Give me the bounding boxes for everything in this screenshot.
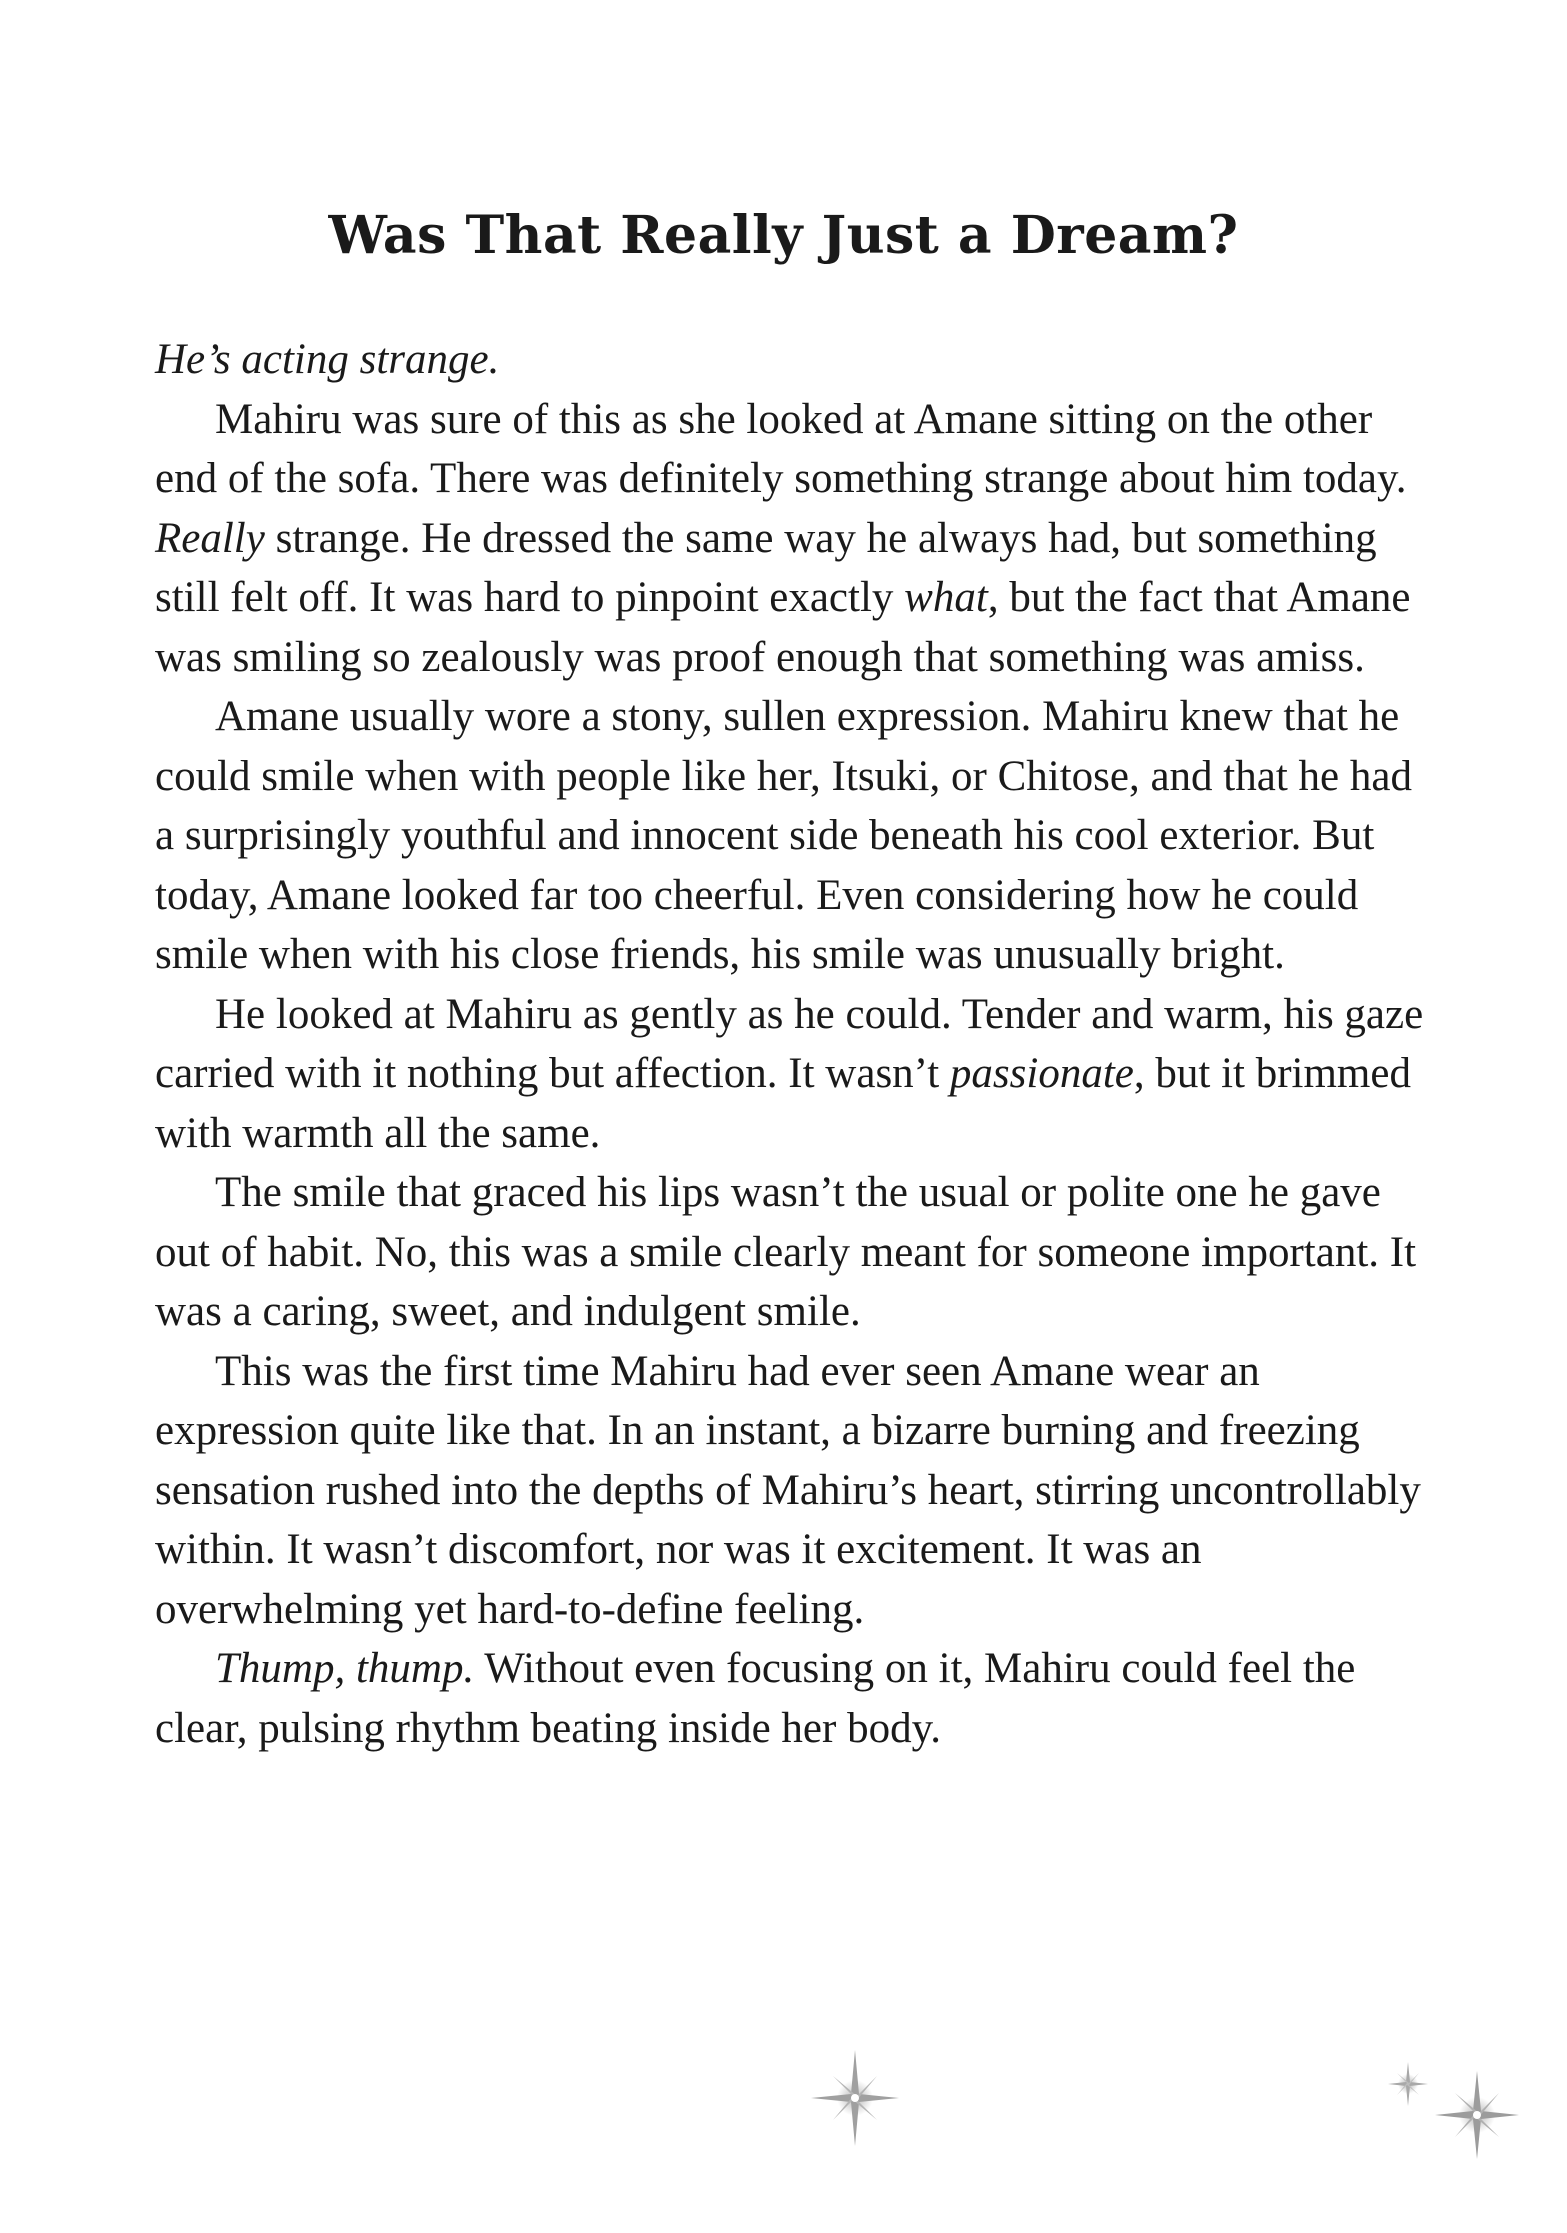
paragraph — [155, 687, 1425, 985]
italic-text: Thump, thump. — [215, 1645, 475, 1692]
chapter-body — [155, 330, 1425, 1758]
text-segment: , but the fact that Amane was smiling so zealously was proof enough that something was amiss. — [155, 574, 1411, 681]
paragraph — [155, 1639, 1425, 1758]
italic-text: Really — [155, 514, 265, 562]
paragraph — [155, 330, 1425, 390]
sparkle-icon — [1435, 2071, 1519, 2159]
text-segment: This was the first time Mahiru had ever seen Amane wear an expression quite like that. In an instant, a bizarre burning and freezing sensation rushed into the depths of Mahiru’s heart, stirring uncontrollably within. It wasn’t discomfort, nor was it excitement. It was an overwhelming yet hard-to-define feeling. — [155, 1347, 1421, 1633]
italic-text: what — [904, 574, 988, 621]
paragraph — [155, 390, 1425, 688]
italic-text: passionate — [949, 1050, 1134, 1097]
text-segment: Amane usually wore a stony, sullen expression. Mahiru knew that he could smile when with people like her, Itsuki, or Chitose, and that he had a surprisingly youthful and innocent side beneath his cool exterior. But today, Amane looked far too cheerful. Even considering how he could smile when with his close friends, his smile was unusually bright. — [155, 693, 1412, 978]
italic-text: He’s acting strange. — [155, 336, 500, 383]
sparkle-icon — [1388, 2062, 1428, 2106]
paragraph — [155, 1342, 1425, 1640]
chapter-title: Was That Really Just a Dream? — [328, 205, 1239, 266]
text-segment: He looked at Mahiru as gently as he could. Tender and warm, his gaze carried with it nothing but affection. It wasn’t — [155, 990, 1424, 1097]
sparkle-icon — [811, 2050, 899, 2146]
text-segment: Without even focusing on it, Mahiru could feel the clear, pulsing rhythm beating inside her body. — [155, 1645, 1356, 1752]
paragraph — [155, 1163, 1425, 1342]
paragraph — [155, 985, 1425, 1164]
text-segment: , but it brimmed with warmth all the same. — [155, 1050, 1411, 1157]
text-segment: Mahiru was sure of this as she looked at Amane sitting on the other end of the sofa. There was definitely something strange about him today. — [155, 395, 1407, 502]
text-segment: strange. He dressed the same way he always had, but something still felt off. It was hard to pinpoint exactly — [155, 514, 1377, 621]
text-segment: The smile that graced his lips wasn’t the usual or polite one he gave out of habit. No, this was a smile clearly meant for someone important. It was a caring, sweet, and indulgent smile. — [155, 1169, 1417, 1335]
